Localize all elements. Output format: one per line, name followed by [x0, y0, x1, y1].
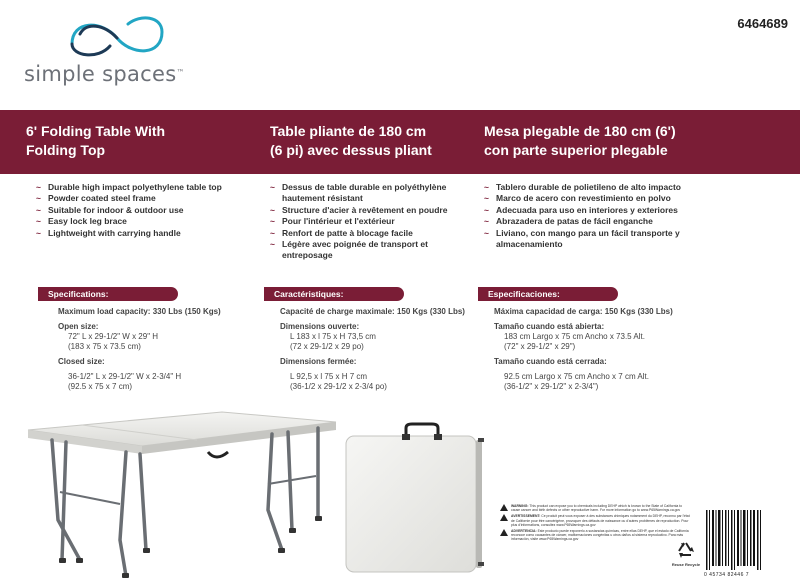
specs-fr	[280, 307, 465, 392]
feature-item: ~ Légère avec poignée de transport et	[270, 239, 428, 250]
open-size-metric: (72" x 29-1/2" x 29")	[504, 342, 576, 351]
spec-tab-es: Especificaciones:	[478, 287, 618, 301]
closed-size-metric: (36-1/2" x 29-1/2" x 2-3/4")	[504, 382, 599, 391]
specs-es	[494, 307, 673, 392]
warning-triangle-icon	[500, 514, 508, 521]
capacity-text: Maximum load capacity: 330 Lbs (150 Kgs)	[58, 307, 221, 316]
feature-item: ~ Abrazadera de patas de fácil enganche	[484, 216, 653, 227]
feature-item: ~ Liviano, con mango para un fácil transporte y	[484, 227, 680, 238]
feature-item: ~ Easy lock leg brace	[36, 216, 127, 227]
warning-es: ADVERTENCIA: Este producto puede exponerlo a sustancias químicas, entre ellas DEHP, que el estado de California reconoce como causantes de cáncer, malformaciones congénitas u otros daños al sistema reproductivo. Para más información, visite www.P65Warnings.ca.gov	[500, 529, 690, 542]
warning-triangle-icon	[500, 504, 508, 511]
prop65-warnings	[500, 504, 690, 544]
warning-fr: AVERTISSEMENT: Ce produit peut vous exposer à des substances chimiques notamment du DEHP, reconnu par l'état de Californie pour être cancérigène, provoquer des défauts de naissance ou d'autres problèmes de reproduction. Pour plus d'informations, consultez www.P65Warnings.ca.gov	[500, 514, 690, 527]
specs-en	[58, 307, 221, 392]
recycle-label: Reuse Recycle	[671, 562, 701, 567]
brand-name: simple spaces™	[24, 62, 185, 86]
features-fr	[270, 182, 447, 262]
closed-size-value: L 92,5 x l 75 x H 7 cm	[290, 372, 368, 381]
feature-item: ~ Renfort de patte à blocage facile	[270, 227, 413, 238]
title-banner	[0, 110, 800, 174]
feature-item: ~ Suitable for indoor & outdoor use	[36, 204, 184, 215]
feature-item: ~ Structure d'acier à revêtement en poudre	[270, 204, 448, 215]
open-table-image	[22, 400, 340, 580]
open-size-metric: (183 x 75 x 73.5 cm)	[68, 342, 141, 351]
feature-item: ~ Pour l'intérieur et l'extérieur	[270, 216, 395, 227]
feature-item: ~ Tablero durable de polietileno de alto impacto	[484, 182, 681, 192]
feature-item: ~ Adecuada para uso en interiores y exteriores	[484, 204, 678, 215]
spec-tab-en: Specifications:	[38, 287, 178, 301]
feature-item: entreposage	[282, 250, 333, 261]
title-en: 6' Folding Table With Folding Top	[26, 123, 166, 158]
feature-item: hautement résistant	[282, 193, 363, 204]
barcode-number: 0 45734 82446 7	[704, 572, 750, 578]
recycle-icon	[675, 540, 697, 562]
feature-item: almacenamiento	[496, 239, 563, 250]
closed-table-image	[340, 422, 486, 580]
open-size-value: L 183 x l 75 x H 73,5 cm	[290, 332, 376, 341]
warning-triangle-icon	[500, 529, 508, 536]
closed-size-metric: (36-1/2 x 29-1/2 x 2-3/4 po)	[290, 382, 387, 391]
open-size-label: Open size:	[58, 322, 99, 331]
title-fr: Table pliante de 180 cm (6 pi) avec dessus pliant	[270, 123, 432, 158]
closed-size-value: 36-1/2" L x 29-1/2" W x 2-3/4" H	[68, 372, 182, 381]
title-es: Mesa plegable de 180 cm (6') con parte superior plegable	[484, 123, 676, 158]
open-size-value: 72" L x 29-1/2" W x 29" H	[68, 332, 159, 341]
sku-number: 6464689	[737, 16, 788, 31]
closed-size-metric: (92.5 x 75 x 7 cm)	[68, 382, 133, 391]
features-es	[484, 182, 681, 250]
capacity-text: Capacité de charge maximale: 150 Kgs (330 Lbs)	[280, 307, 465, 316]
barcode-icon	[704, 508, 764, 572]
feature-item: ~ Durable high impact polyethylene table top	[36, 182, 222, 192]
closed-size-label: Tamaño cuando está cerrada:	[494, 357, 607, 366]
feature-item: ~ Powder coated steel frame	[36, 193, 156, 204]
capacity-text: Máxima capacidad de carga: 150 Kgs (330 Lbs)	[494, 307, 673, 316]
spec-tab-fr: Caractéristiques:	[264, 287, 404, 301]
feature-item: ~ Dessus de table durable en polyéthylène	[270, 182, 447, 192]
closed-size-value: 92.5 cm Largo x 75 cm Ancho x 7 cm Alt.	[504, 372, 649, 381]
open-size-value: 183 cm Largo x 75 cm Ancho x 73.5 Alt.	[504, 332, 645, 341]
open-size-metric: (72 x 29-1/2 x 29 po)	[290, 342, 364, 351]
feature-item: ~ Marco de acero con revestimiento en polvo	[484, 193, 671, 204]
infinity-logo-icon	[62, 10, 172, 62]
features-en	[36, 182, 222, 239]
closed-size-label: Dimensions fermée:	[280, 357, 357, 366]
feature-item: ~ Lightweight with carrying handle	[36, 227, 181, 238]
open-size-label: Tamaño cuando está abierta:	[494, 322, 605, 331]
open-size-label: Dimensions ouverte:	[280, 322, 360, 331]
closed-size-label: Closed size:	[58, 357, 105, 366]
warning-en: WARNING: This product can expose you to chemicals including DEHP which is known to the State of California to cause cancer and birth defects or other reproductive harm. For more information go to www.P65Warnings.ca.gov	[500, 504, 690, 512]
